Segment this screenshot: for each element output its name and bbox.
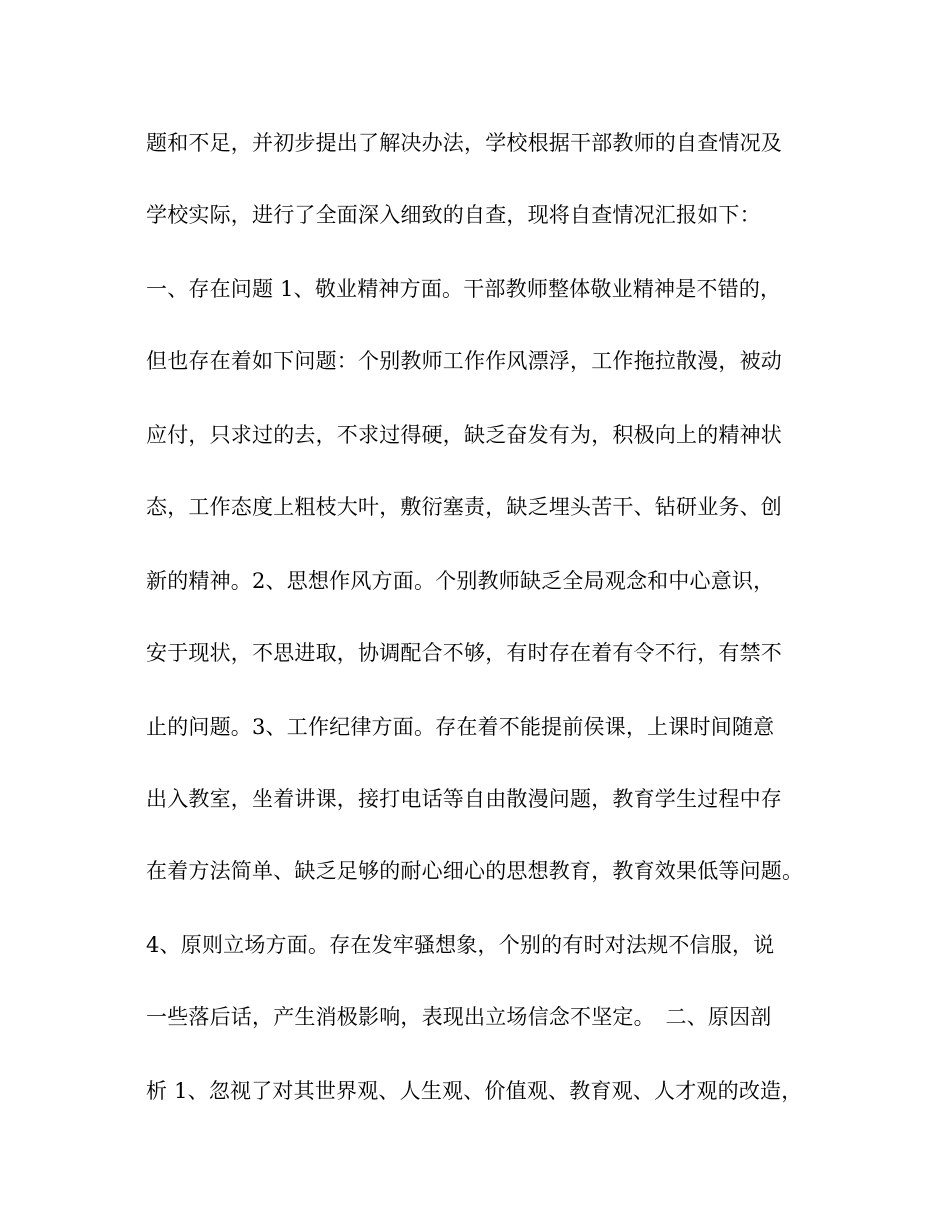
body-text-line: 4、原则立场方面。存在发牢骚想象，个别的有时对法规不信服，说 (146, 933, 775, 957)
body-text-line: 新的精神。2、思想作风方面。个别教师缺乏全局观念和中心意识， (146, 569, 775, 593)
body-text-line: 态，工作态度上粗枝大叶，敷衍塞责，缺乏埋头苦干、钻研业务、创 (146, 495, 782, 519)
body-text-line: 但也存在着如下问题：个别教师工作作风漂浮，工作拖拉散漫，被动 (146, 349, 782, 373)
body-text-line: 析 1、忽视了对其世界观、人生观、价值观、教育观、人才观的改造， (146, 1079, 803, 1103)
body-text-line: 一些落后话，产生消极影响，表现出立场信念不坚定。 二、原因剖 (146, 1005, 772, 1029)
body-text-line: 出入教室，坐着讲课，接打电话等自由散漫问题，教育学生过程中存 (146, 787, 782, 811)
body-text-line: 学校实际，进行了全面深入细致的自查，现将自查情况汇报如下： (146, 203, 761, 227)
body-text-line: 题和不足，并初步提出了解决办法，学校根据干部教师的自查情况及 (146, 131, 782, 155)
body-text-line: 应付，只求过的去，不求过得硬，缺乏奋发有为，积极向上的精神状 (146, 423, 782, 447)
body-text-line: 止的问题。3、工作纪律方面。存在着不能提前侯课，上课时间随意 (146, 715, 775, 739)
body-text-line: 在着方法简单、缺乏足够的耐心细心的思想教育，教育效果低等问题。 (146, 859, 804, 883)
body-text-line: 一、存在问题 1、敬业精神方面。干部教师整体敬业精神是不错的， (146, 277, 782, 301)
body-text-line: 安于现状，不思进取，协调配合不够，有时存在着有令不行，有禁不 (146, 641, 782, 665)
